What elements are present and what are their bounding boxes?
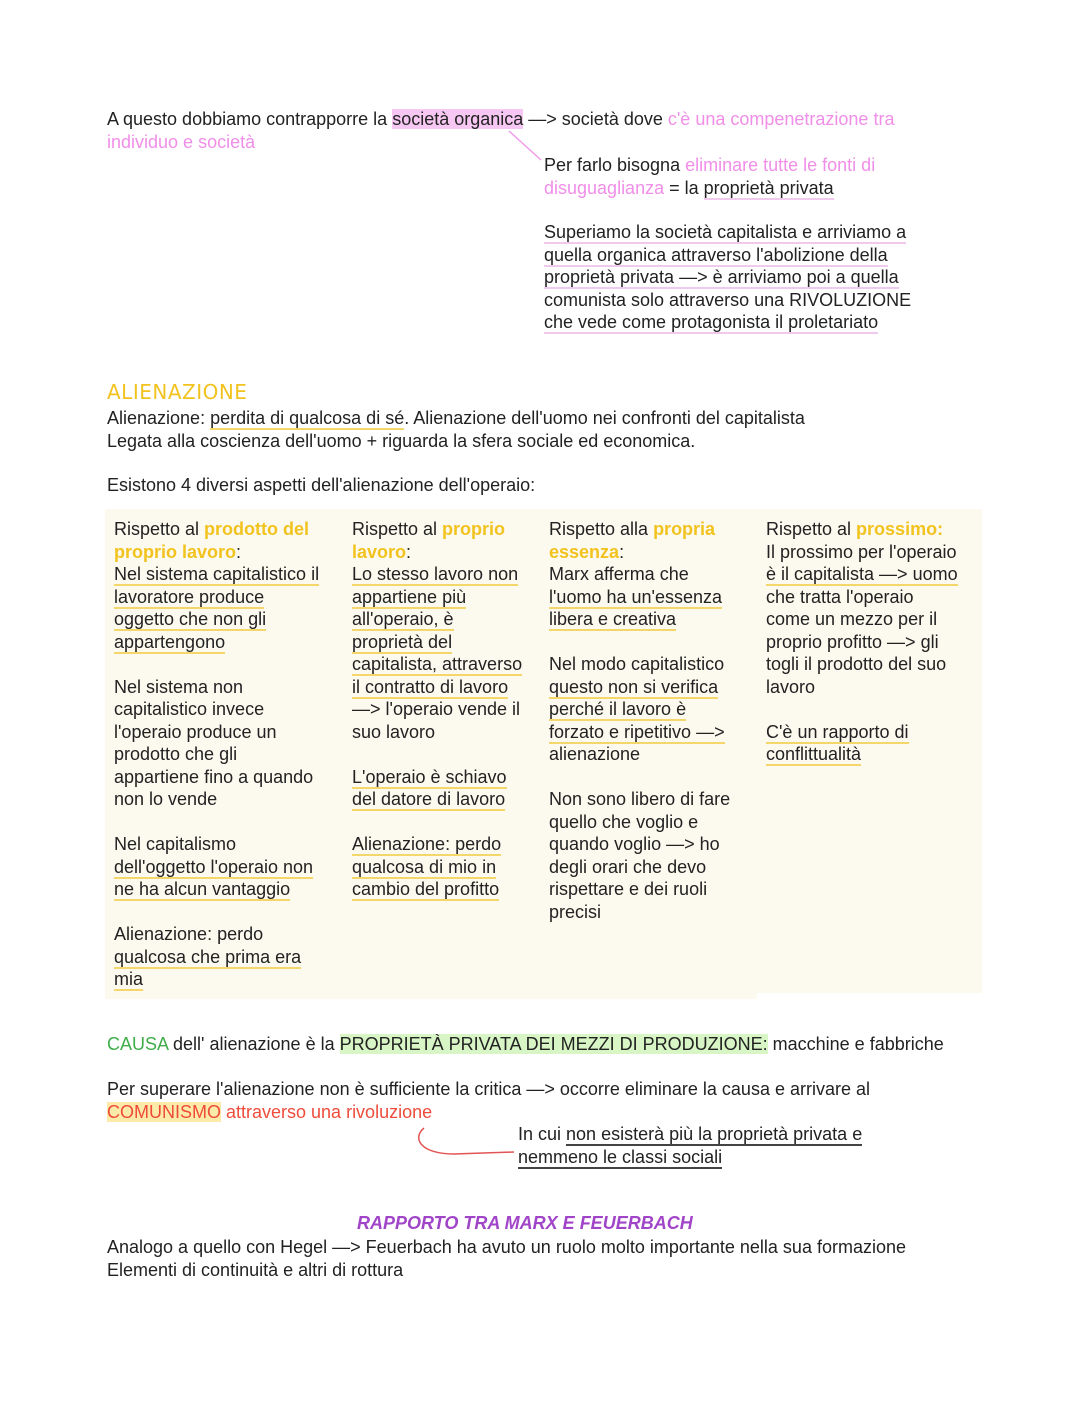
text-note2-lines-1: quella organica attraverso l'abolizione della (544, 244, 888, 265)
text-columns-0-paras-0-3: appartengono (114, 631, 226, 652)
text-intro-line1_b: —> società dove (523, 109, 668, 129)
text-columns-3-paras-0-6: lavoro (766, 676, 816, 697)
text-note2-lines-0: Superiamo la società capitalista e arriviamo a (544, 222, 907, 242)
text-columns-3-paras-0-1: è il capitalista —> uomo (766, 564, 958, 584)
text-columns-0-paras-0-1: lavoratore produce (114, 586, 265, 607)
text-alienazione-def_ul: perdita di qualcosa di sé (210, 408, 405, 428)
text-columns-1-paras-0-6: —> l'operaio vende il (352, 699, 521, 719)
text-columns-3-paras-1-1: conflittualità (766, 744, 862, 764)
text-columns-1-paras-0-0: Lo stesso lavoro non (352, 564, 519, 584)
text-causa-b: macchine e fabbriche (767, 1034, 944, 1054)
column-paragraph (766, 721, 976, 766)
text-intro-line1_a: A questo dobbiamo contrapporre la (107, 109, 393, 129)
column-paragraph (549, 653, 749, 766)
column-paragraph (352, 833, 542, 901)
text-columns-0-paras-1-1: capitalistico invece (114, 699, 265, 719)
text-causa-a: dell' alienazione è la (168, 1034, 340, 1054)
text-intro-line1_pink: c'è una compenetrazione tra (667, 109, 895, 129)
column-paragraph (352, 563, 542, 743)
note-rivoluzione (544, 221, 911, 334)
text-columns-1-head_y1: proprio (442, 519, 506, 539)
text-columns-2-paras-2-4: rispettare e dei ruoli (549, 879, 708, 899)
text-columns-2-head_y2: essenza (549, 541, 620, 562)
text-columns-3-paras-0-5: togli il prodotto del suo (766, 654, 947, 674)
text-note1-b: = la (664, 177, 704, 198)
column-paragraph (114, 833, 344, 901)
text-columns-0-paras-2-1: dell'oggetto l'operaio non (114, 856, 314, 877)
text-columns-2-paras-2-1: quello che voglio e (549, 811, 699, 832)
text-columns-1-paras-1-0: L'operaio è schiavo (352, 766, 507, 787)
intro-line-2: individuo e società (107, 131, 256, 152)
text-columns-3-paras-0-4: proprio profitto —> gli (766, 631, 939, 652)
text-columns-0-paras-1-0: Nel sistema non (114, 676, 244, 697)
text-columns-2-paras-2-0: Non sono libero di fare (549, 789, 731, 809)
text-note1-ul: proprietà privata (703, 177, 834, 198)
societa-organica-highlight: società organica (392, 109, 524, 129)
text-columns-3-head_a: Rispetto al (766, 519, 857, 539)
text-columns-0-paras-1-5: non lo vende (114, 789, 218, 809)
text-columns-0-paras-1-3: prodotto che gli (114, 744, 238, 764)
text-columns-1-paras-2-0: Alienazione: perdo (352, 834, 502, 854)
text-columns-2-paras-2-2: quando voglio —> ho (549, 834, 720, 854)
text-columns-3-head_y1: prossimo: (856, 519, 944, 539)
text-columns-0-head_b: : (236, 541, 242, 562)
text-columns-0-head_a: Rispetto al (114, 519, 205, 539)
text-columns-0-head_y1: prodotto del (204, 519, 310, 539)
intro-paragraph (107, 108, 894, 153)
text-columns-0-paras-1-2: l'operaio produce un (114, 721, 277, 742)
column-header (352, 518, 542, 563)
column-paragraph (114, 676, 344, 811)
text-columns-2-paras-1-2: perché il lavoro è (549, 699, 687, 719)
text-columns-3-paras-0-3: come un mezzo per il (766, 609, 938, 629)
text-columns-2-paras-1-0: Nel modo capitalistico (549, 654, 725, 674)
column-paragraph (114, 563, 344, 653)
text-columns-1-paras-0-3: proprietà del (352, 631, 453, 652)
text-columns-0-head_y2: proprio lavoro (114, 541, 237, 562)
text-note1-pink1: eliminare tutte le fonti di (685, 155, 876, 175)
text-columns-3-paras-0-0: Il prossimo per l'operaio (766, 541, 957, 562)
alienazione-definition (107, 407, 805, 452)
text-columns-0-paras-3-2: mia (114, 969, 144, 989)
text-columns-2-paras-0-1: l'uomo ha un'essenza (549, 586, 722, 607)
text-superare-red: attraverso una rivoluzione (221, 1101, 433, 1122)
curved-arrow-icon (414, 1124, 518, 1160)
text-columns-1-head_a: Rispetto al (352, 519, 443, 539)
text-columns-2-paras-1-1: questo non si verifica (549, 676, 719, 697)
text-columns-0-paras-3-1: qualcosa che prima era (114, 946, 302, 967)
text-columns-0-paras-0-0: Nel sistema capitalistico il (114, 564, 320, 584)
text-columns-2-head_y1: propria (653, 519, 716, 539)
column-paragraph (766, 541, 976, 699)
text-superare-note_a: In cui (518, 1124, 567, 1144)
rapporto-paragraph (107, 1236, 906, 1281)
text-alienazione-def_b: . Alienazione dell'uomo nei confronti del capitalista (404, 408, 805, 428)
text-columns-1-paras-0-2: all'operaio, è (352, 609, 454, 629)
text-columns-2-head_a: Rispetto alla (549, 519, 654, 539)
text-columns-2-paras-1-3: forzato e ripetitivo —> (549, 721, 725, 742)
column-header (114, 518, 344, 563)
proprieta-privata-highlight: PROPRIETÀ PRIVATA DEI MEZZI DI PRODUZIONE: (339, 1034, 768, 1054)
column-paragraph (549, 563, 749, 631)
text-rapporto-line1: Analogo a quello con Hegel —> Feuerbach ha avuto un ruolo molto importante nella sua formazione (107, 1237, 906, 1257)
text-columns-1-paras-0-4: capitalista, attraverso (352, 654, 523, 674)
text-columns-1-paras-0-5: il contratto di lavoro (352, 676, 509, 697)
column-header (549, 518, 749, 563)
text-causa-word: CAUSA (107, 1034, 169, 1054)
text-note2-lines-2: proprietà privata —> è arriviamo poi a quella (544, 267, 899, 287)
text-columns-2-paras-1-4: alienazione (549, 744, 641, 764)
comunismo-highlight: COMUNISMO (107, 1101, 221, 1122)
text-columns-0-paras-0-2: oggetto che non gli (114, 609, 267, 629)
text-columns-1-paras-0-1: appartiene più (352, 586, 467, 607)
text-columns-0-paras-3-0: Alienazione: perdo (114, 924, 264, 944)
note-fonti-disuguaglianza (544, 154, 875, 199)
text-columns-2-paras-2-5: precisi (549, 901, 602, 922)
column-header (766, 518, 976, 541)
text-superare-line1: Per superare l'alienazione non è sufficiente la critica —> occorre eliminare la causa e arrivare al (107, 1079, 870, 1099)
intro-line-1 (107, 108, 894, 131)
text-columns-3-paras-1-0: C'è un rapporto di (766, 721, 909, 742)
column-paragraph (352, 766, 542, 811)
connector-line-icon (505, 128, 545, 164)
text-columns-0-paras-1-4: appartiene fino a quando (114, 766, 314, 787)
text-columns-2-paras-0-2: libera e creativa (549, 609, 677, 629)
text-columns-1-head_b: : (406, 541, 412, 562)
column-proprio-lavoro (352, 518, 542, 923)
text-alienazione-def_a: Alienazione: (107, 408, 211, 428)
text-columns-2-paras-0-0: Marx afferma che (549, 564, 689, 584)
aspetti-intro: Esistono 4 diversi aspetti dell'alienazione dell'operaio: (107, 475, 536, 495)
column-prossimo (766, 518, 976, 788)
text-superare-note_ul2: nemmeno le classi sociali (518, 1146, 723, 1167)
text-columns-2-paras-2-3: degli orari che devo (549, 856, 707, 877)
text-columns-0-paras-2-2: ne ha alcun vantaggio (114, 879, 291, 899)
text-columns-3-paras-0-2: che tratta l'operaio (766, 586, 914, 607)
column-paragraph (114, 923, 344, 991)
text-columns-1-paras-1-1: del datore di lavoro (352, 789, 506, 809)
text-rapporto-line2: Elementi di continuità e altri di rottura (107, 1259, 404, 1280)
column-propria-essenza (549, 518, 749, 946)
alienazione-title: ALIENAZIONE (107, 380, 248, 404)
text-columns-1-head_y2: lavoro (352, 541, 407, 562)
text-note2-lines-4: che vede come protagonista il proletariato (544, 312, 879, 332)
text-alienazione-line2: Legata alla coscienza dell'uomo + riguarda la sfera sociale ed economica. (107, 430, 696, 451)
column-paragraph (549, 788, 749, 923)
rapporto-title: RAPPORTO TRA MARX E FEUERBACH (357, 1213, 693, 1233)
text-note2-lines-3: comunista solo attraverso una RIVOLUZIONE (544, 289, 912, 310)
text-superare-note_ul1: non esisterà più la proprietà privata e (566, 1124, 863, 1144)
text-columns-1-paras-0-7: suo lavoro (352, 721, 436, 742)
text-note1-pink2: disuguaglianza (544, 177, 665, 198)
text-columns-1-paras-2-1: qualcosa di mio in (352, 856, 497, 877)
text-columns-0-paras-2-0: Nel capitalismo (114, 834, 237, 854)
column-prodotto-lavoro (114, 518, 344, 1013)
text-columns-1-paras-2-2: cambio del profitto (352, 879, 500, 899)
causa-line (107, 1033, 944, 1056)
text-columns-2-head_b: : (619, 541, 625, 562)
superare-paragraph (107, 1078, 870, 1123)
text-note1-a: Per farlo bisogna (544, 155, 686, 175)
note-classi-sociali (518, 1123, 862, 1168)
